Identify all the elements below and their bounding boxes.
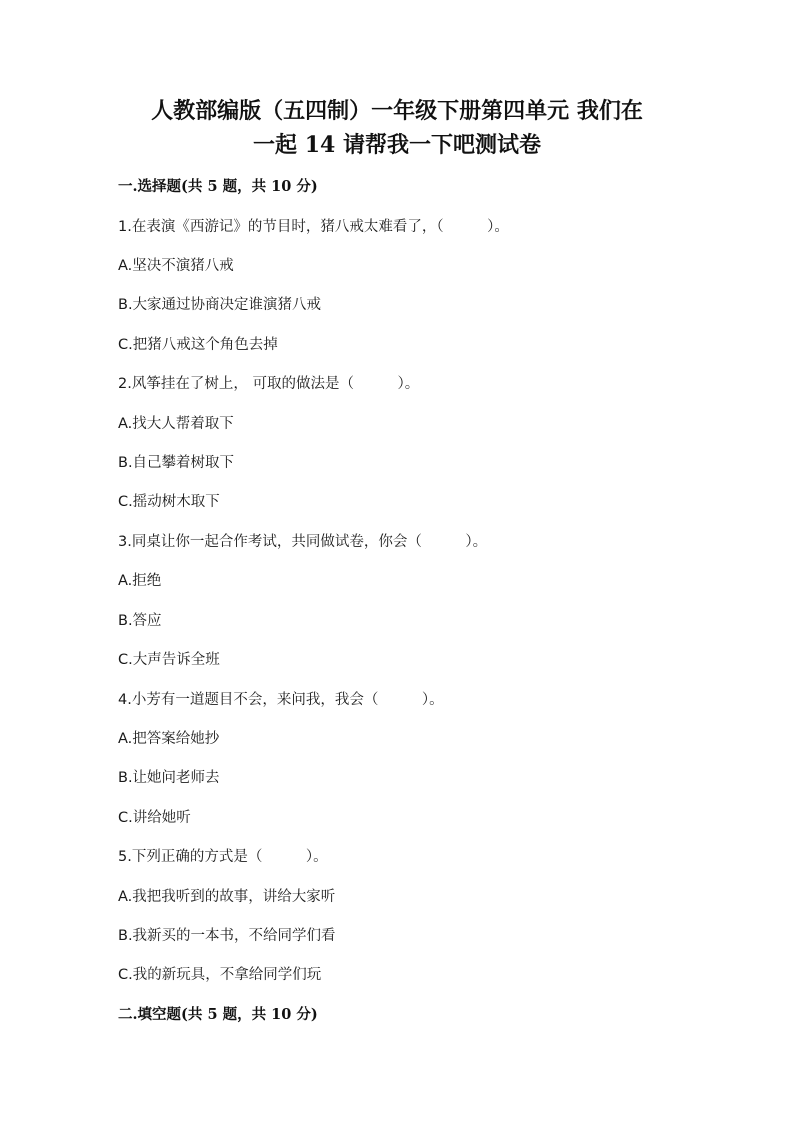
question-4-option-a: A.把答案给她抄 [118, 731, 220, 747]
question-5-option-b: B.我新买的一本书，不给同学们看 [118, 928, 336, 944]
question-1-option-c: C.把猪八戒这个角色去掉 [118, 337, 278, 353]
question-2-option-c: C.摇动树木取下 [118, 494, 220, 510]
section-heading-fill-in: 二.填空题(共 5 题，共 10 分) [118, 1006, 318, 1023]
question-2-option-a: A.找大人帮着取下 [118, 416, 234, 432]
question-3-option-b: B.答应 [118, 613, 162, 629]
question-4-option-b: B.让她问老师去 [118, 770, 220, 786]
question-4-stem: 4.小芳有一道题目不会，来问我，我会（ ）。 [118, 692, 444, 708]
question-1-option-b: B.大家通过协商决定谁演猪八戒 [118, 297, 322, 313]
question-5-stem: 5.下列正确的方式是（ ）。 [118, 849, 328, 865]
question-1-stem: 1.在表演《西游记》的节目时，猪八戒太难看了，（ ）。 [118, 219, 509, 235]
question-3-option-c: C.大声告诉全班 [118, 652, 220, 668]
section-heading-choice: 一.选择题(共 5 题，共 10 分) [118, 178, 318, 195]
question-3-option-a: A.拒绝 [118, 573, 162, 589]
question-4-option-c: C.讲给她听 [118, 810, 191, 826]
question-1-option-a: A.坚决不演猪八戒 [118, 258, 234, 274]
page-title-line-1: 人教部编版（五四制）一年级下册第四单元 我们在 [151, 98, 643, 124]
page-title-line-2: 一起 14 请帮我一下吧测试卷 [253, 132, 541, 158]
question-5-option-c: C.我的新玩具，不拿给同学们玩 [118, 967, 322, 983]
question-2-option-b: B.自己攀着树取下 [118, 455, 235, 471]
question-2-stem: 2.风筝挂在了树上， 可取的做法是（ ）。 [118, 376, 420, 392]
question-5-option-a: A.我把我听到的故事，讲给大家听 [118, 889, 336, 905]
question-3-stem: 3.同桌让你一起合作考试，共同做试卷，你会（ ）。 [118, 534, 488, 550]
